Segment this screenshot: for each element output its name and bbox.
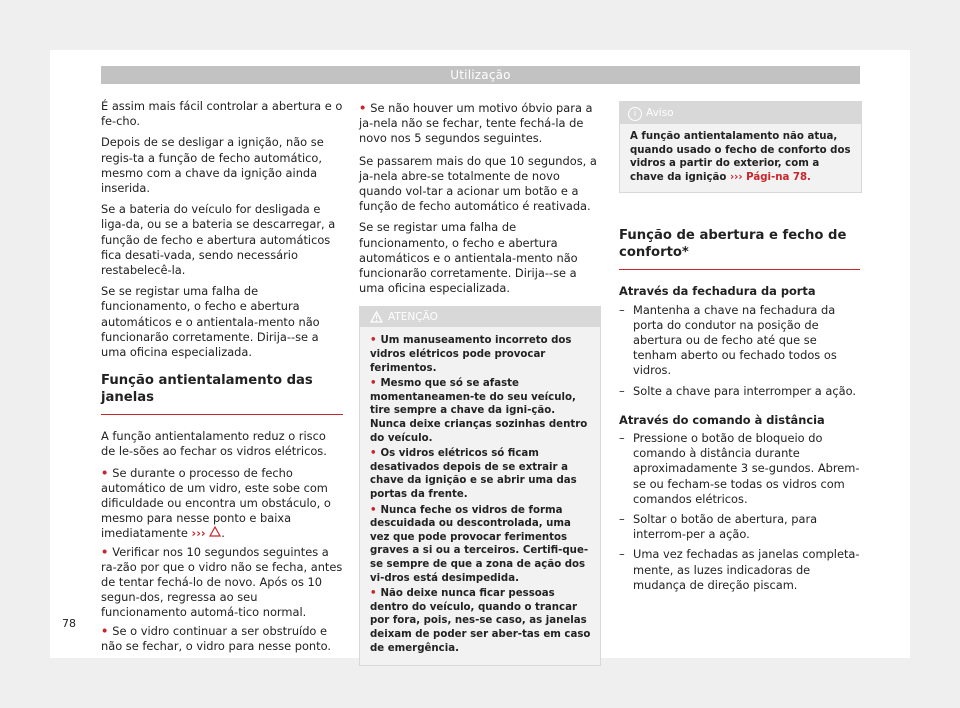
subheading: Através da fechadura da porta bbox=[619, 284, 816, 299]
list-item: • Se durante o processo de fecho automático de um vidro, este sobe com dificuldade ou encontra um obstáculo, o mesmo para nesse ponto e baixa imediatamente ››› . bbox=[101, 465, 331, 541]
section-title: Função antientalamento das janelas bbox=[101, 372, 343, 415]
bullet-icon: • bbox=[370, 335, 377, 347]
info-icon: i bbox=[628, 107, 642, 121]
paragraph: Se se registar uma falha de funcionamento, o fecho e abertura automáticos e o antientala-mento não funcionarão corretamente. Dirija--se a uma oficina especializada. bbox=[359, 220, 578, 296]
warning-item: • Não deixe nunca ficar pessoas dentro do veículo, quando o trancar por fora, pois, nes-se caso, as janelas deixam de poder ser aber-tas em caso de emergência. bbox=[370, 588, 591, 654]
column-3 bbox=[619, 101, 861, 598]
warning-box bbox=[359, 306, 601, 666]
warning-item: • Um manuseamento incorreto dos vidros elétricos pode provocar ferimentos. bbox=[370, 335, 572, 374]
page-link[interactable]: Pági-na 78. bbox=[746, 171, 811, 183]
paragraph: Se se registar uma falha de funcionamento, o fecho e abertura automáticos e o antientala-mento não funcionarão corretamente. Dirija--se a uma oficina especializada. bbox=[101, 284, 320, 360]
column-2 bbox=[359, 101, 601, 666]
bullet-icon: • bbox=[370, 448, 377, 460]
bullet-icon: • bbox=[370, 588, 377, 600]
warning-item: • Os vidros elétricos só ficam desativados depois de se extrair a chave da ignição e se abrir uma das portas da frente. bbox=[370, 448, 577, 500]
column-1 bbox=[101, 99, 343, 657]
bullet-icon: • bbox=[370, 504, 377, 516]
warning-header bbox=[360, 307, 600, 327]
notice-label: Aviso bbox=[646, 107, 674, 119]
bullet-icon: • bbox=[101, 623, 109, 638]
paragraph: Se a bateria do veículo for desligada e liga-da, ou se a bateria se descarregar, a função de fecho e abertura automáticos fica desati-vada, sendo necessário restabelecê-la. bbox=[101, 202, 336, 278]
bullet-icon: • bbox=[359, 101, 367, 115]
list-item: – Uma vez fechadas as janelas completa-mente, as luzes indicadoras de mudança de direção piscam. bbox=[619, 547, 860, 592]
list-item: – Soltar o botão de abertura, para interrom-per a ação. bbox=[619, 512, 818, 542]
list-item: – Pressione o botão de bloqueio do comando à distância durante aproximadamente 3 se-gundos. Abrem-se ou fecham-se todas os vidros com comandos elétricos. bbox=[619, 431, 860, 506]
paragraph: Depois de se desligar a ignição, não se regis-ta a função de fecho automático, mesmo com a chave da ignição ainda inserida. bbox=[101, 135, 324, 196]
warning-item: • Nunca feche os vidros de forma descuidada ou descontrolada, uma vez que pode provocar ferimentos graves a si ou a terceiros. Certifi-que-se sempre de que a zona de ação dos vi-dros está desimpedida. bbox=[370, 504, 589, 584]
list-item: • Verificar nos 10 segundos seguintes a ra-zão por que o vidro não se fecha, antes de tentar fechá-lo de novo. Após os 10 segun-dos, regressa ao seu funcionamento automá-tico normal. bbox=[101, 544, 343, 620]
section-title: Função de abertura e fecho de conforto* bbox=[619, 227, 860, 270]
list-item: – Solte a chave para interromper a ação. bbox=[619, 383, 856, 398]
subheading: Através do comando à distância bbox=[619, 412, 825, 427]
list-item: • Se não houver um motivo óbvio para a ja-nela não se fechar, tente fechá-la de novo nos 5 segundos seguintes. bbox=[359, 101, 593, 146]
paragraph: A função antientalamento reduz o risco de le-sões ao fechar os vidros elétricos. bbox=[101, 429, 327, 459]
warning-triangle-icon bbox=[209, 526, 221, 537]
warning-triangle-icon bbox=[370, 311, 383, 323]
reference-arrow-icon: ››› bbox=[729, 171, 743, 183]
reference-arrow-icon[interactable]: ››› bbox=[191, 526, 206, 541]
warning-label: ATENÇÃO bbox=[388, 311, 438, 324]
paragraph: É assim mais fácil controlar a abertura e o fe-cho. bbox=[101, 99, 343, 129]
list-item: • Se o vidro continuar a ser obstruído e não se fechar, o vidro para nesse ponto. bbox=[101, 623, 331, 653]
paragraph: Se passarem mais do que 10 segundos, a ja-nela abre-se totalmente de novo quando vol-tar a acionar um botão e a função de fecho automático é reativada. bbox=[359, 153, 597, 214]
warning-item: • Mesmo que só se afaste momentaneamen-te do seu veículo, tire sempre a chave da igni-ção. Nunca deixe crianças sozinhas dentro do veículo. bbox=[370, 378, 588, 444]
notice-body: A função antientalamento não atua, quando usado o fecho de conforto dos vidros a partir do exterior, com a chave da ignição ››› Pági-na 78. bbox=[620, 124, 861, 192]
page-header: Utilização bbox=[101, 66, 860, 84]
bullet-icon: • bbox=[370, 378, 377, 390]
notice-header bbox=[620, 102, 861, 124]
list-item: – Mantenha a chave na fechadura da porta do condutor na posição de abertura ou de fecho até que se tenham aberto ou fechado todos os vidros. bbox=[619, 302, 837, 378]
bullet-icon: • bbox=[101, 544, 109, 559]
warning-body bbox=[360, 327, 600, 665]
notice-box bbox=[619, 101, 862, 193]
page-number: 78 bbox=[62, 617, 76, 630]
bullet-icon: • bbox=[101, 465, 109, 480]
